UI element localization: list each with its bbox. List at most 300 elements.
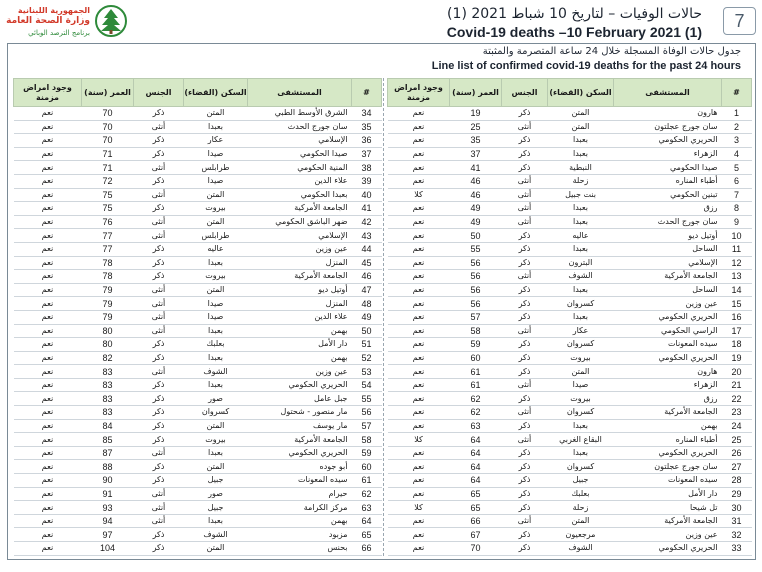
row-number-cell: 4 xyxy=(722,147,752,161)
hospital-cell: الزهراء xyxy=(614,147,722,161)
hospital-cell: هارون xyxy=(614,365,722,379)
chronic-cell: نعم xyxy=(14,392,82,406)
residence-cell: طرابلس xyxy=(184,229,248,243)
row-number-cell: 12 xyxy=(722,256,752,270)
residence-cell: بيروت xyxy=(184,433,248,447)
sex-cell: أنثى xyxy=(134,310,184,324)
chronic-cell: نعم xyxy=(388,134,450,148)
col-header-number: # xyxy=(352,79,382,107)
row-number-cell: 56 xyxy=(352,406,382,420)
hospital-cell: الحريري الحكومي xyxy=(614,310,722,324)
hospital-cell: بهمن xyxy=(614,419,722,433)
table-row xyxy=(14,487,382,501)
row-number-cell: 25 xyxy=(722,433,752,447)
hospital-cell: الجامعة الأمركية xyxy=(614,270,722,284)
residence-cell: عكار xyxy=(548,324,614,338)
sex-cell: ذكر xyxy=(502,419,548,433)
residence-cell: بعبدا xyxy=(184,120,248,134)
table-row xyxy=(14,392,382,406)
residence-cell: المتن xyxy=(184,215,248,229)
chronic-cell: نعم xyxy=(388,446,450,460)
residence-cell: بعبدا xyxy=(184,351,248,365)
col-header-sex: الجنس xyxy=(502,79,548,107)
age-cell: 25 xyxy=(450,120,502,134)
residence-cell: بعبدا xyxy=(548,215,614,229)
sex-cell: ذكر xyxy=(502,446,548,460)
table-row xyxy=(388,188,752,202)
table-row xyxy=(388,107,752,121)
row-number-cell: 2 xyxy=(722,120,752,134)
row-number-cell: 58 xyxy=(352,433,382,447)
chronic-cell: نعم xyxy=(388,283,450,297)
chronic-cell: نعم xyxy=(14,487,82,501)
col-header-hospital: المستشفى xyxy=(614,79,722,107)
chronic-cell: نعم xyxy=(388,107,450,121)
col-header-residence: السكن (القضاء) xyxy=(184,79,248,107)
residence-cell: المتن xyxy=(548,107,614,121)
residence-cell: بعبدا xyxy=(548,283,614,297)
sex-cell: أنثى xyxy=(502,215,548,229)
row-number-cell: 20 xyxy=(722,365,752,379)
chronic-cell: نعم xyxy=(14,542,82,556)
hospital-cell: الحريري الحكومي xyxy=(614,542,722,556)
sex-cell: ذكر xyxy=(134,392,184,406)
row-number-cell: 51 xyxy=(352,338,382,352)
residence-cell: بعبدا xyxy=(184,324,248,338)
hospital-cell: الإسلامي xyxy=(614,256,722,270)
age-cell: 61 xyxy=(450,365,502,379)
age-cell: 59 xyxy=(450,338,502,352)
residence-cell: صور xyxy=(184,392,248,406)
ministry-logo xyxy=(8,4,128,42)
table-row xyxy=(388,378,752,392)
age-cell: 77 xyxy=(82,242,134,256)
residence-cell: البقاع الغربي xyxy=(548,433,614,447)
age-cell: 35 xyxy=(450,134,502,148)
chronic-cell: نعم xyxy=(388,474,450,488)
sex-cell: ذكر xyxy=(502,283,548,297)
chronic-cell: نعم xyxy=(388,528,450,542)
residence-cell: كسروان xyxy=(548,460,614,474)
row-number-cell: 21 xyxy=(722,378,752,392)
hospital-cell: تل شيحا xyxy=(614,501,722,515)
age-cell: 91 xyxy=(82,487,134,501)
age-cell: 49 xyxy=(450,215,502,229)
logo-text-program: برنامج الترصد الوبائي xyxy=(28,29,90,37)
row-number-cell: 15 xyxy=(722,297,752,311)
chronic-cell: نعم xyxy=(388,202,450,216)
age-cell: 60 xyxy=(450,351,502,365)
subtitle-english: Line list of confirmed covid-19 deaths for the past 24 hours xyxy=(431,60,741,72)
table-row xyxy=(14,256,382,270)
chronic-cell: نعم xyxy=(388,310,450,324)
table-row xyxy=(388,174,752,188)
table-row xyxy=(388,229,752,243)
residence-cell: المتن xyxy=(184,283,248,297)
hospital-cell: عين وزين xyxy=(248,242,352,256)
hospital-cell: سيده المعونات xyxy=(614,474,722,488)
row-number-cell: 7 xyxy=(722,188,752,202)
chronic-cell: نعم xyxy=(388,256,450,270)
chronic-cell: نعم xyxy=(388,161,450,175)
residence-cell: بنت جبيل xyxy=(548,188,614,202)
sex-cell: أنثى xyxy=(134,229,184,243)
residence-cell: جبيل xyxy=(184,474,248,488)
sex-cell: ذكر xyxy=(502,161,548,175)
row-number-cell: 19 xyxy=(722,351,752,365)
col-header-age: العمر (سنة) xyxy=(82,79,134,107)
residence-cell: المتن xyxy=(184,419,248,433)
page-title-arabic: حالات الوفيات – لتاريخ 10 شباط 2021 (1) xyxy=(447,6,702,22)
deaths-list-panel xyxy=(7,43,756,560)
age-cell: 94 xyxy=(82,514,134,528)
sex-cell: ذكر xyxy=(134,419,184,433)
sex-cell: أنثى xyxy=(502,406,548,420)
sex-cell: ذكر xyxy=(134,134,184,148)
sex-cell: ذكر xyxy=(502,487,548,501)
hospital-cell: عين وزين xyxy=(248,365,352,379)
row-number-cell: 49 xyxy=(352,310,382,324)
row-number-cell: 53 xyxy=(352,365,382,379)
chronic-cell: نعم xyxy=(388,338,450,352)
row-number-cell: 35 xyxy=(352,120,382,134)
residence-cell: بعبدا xyxy=(548,310,614,324)
chronic-cell: نعم xyxy=(388,514,450,528)
age-cell: 88 xyxy=(82,460,134,474)
age-cell: 80 xyxy=(82,324,134,338)
deaths-table-right xyxy=(387,78,752,556)
chronic-cell: نعم xyxy=(14,460,82,474)
age-cell: 65 xyxy=(450,487,502,501)
residence-cell: صيدا xyxy=(184,147,248,161)
table-row xyxy=(14,270,382,284)
hospital-cell: الساحل xyxy=(614,242,722,256)
age-cell: 71 xyxy=(82,161,134,175)
hospital-cell: الحريري الحكومي xyxy=(614,134,722,148)
chronic-cell: نعم xyxy=(14,514,82,528)
table-header-row xyxy=(388,79,752,107)
col-header-hospital: المستشفى xyxy=(248,79,352,107)
hospital-cell: المنزل xyxy=(248,256,352,270)
table-row xyxy=(14,514,382,528)
table-row xyxy=(14,406,382,420)
row-number-cell: 6 xyxy=(722,174,752,188)
sex-cell: ذكر xyxy=(502,107,548,121)
hospital-cell: بهمن xyxy=(248,324,352,338)
residence-cell: زحلة xyxy=(548,174,614,188)
residence-cell: بعبدا xyxy=(184,514,248,528)
row-number-cell: 13 xyxy=(722,270,752,284)
hospital-cell: أوتيل ديو xyxy=(614,229,722,243)
hospital-cell: صيدا الحكومي xyxy=(614,161,722,175)
col-header-chronic: وجود امراض مزمنة xyxy=(14,79,82,107)
age-cell: 56 xyxy=(450,283,502,297)
chronic-cell: نعم xyxy=(14,242,82,256)
hospital-cell: سان جورج الحدث xyxy=(248,120,352,134)
sex-cell: أنثى xyxy=(134,161,184,175)
hospital-cell: الحريري الحكومي xyxy=(248,446,352,460)
row-number-cell: 60 xyxy=(352,460,382,474)
chronic-cell: نعم xyxy=(14,338,82,352)
age-cell: 79 xyxy=(82,283,134,297)
row-number-cell: 64 xyxy=(352,514,382,528)
residence-cell: بعبدا xyxy=(184,378,248,392)
chronic-cell: نعم xyxy=(388,365,450,379)
residence-cell: بعبدا xyxy=(548,446,614,460)
sex-cell: أنثى xyxy=(502,270,548,284)
sex-cell: ذكر xyxy=(134,460,184,474)
hospital-cell: ضهر الباشق الحكومي xyxy=(248,215,352,229)
sex-cell: أنثى xyxy=(134,215,184,229)
residence-cell: بعبدا xyxy=(548,202,614,216)
age-cell: 50 xyxy=(450,229,502,243)
hospital-cell: بهمن xyxy=(248,514,352,528)
residence-cell: بيروت xyxy=(548,351,614,365)
residence-cell: بعبدا xyxy=(548,242,614,256)
sex-cell: ذكر xyxy=(502,310,548,324)
table-row xyxy=(388,324,752,338)
table-row xyxy=(388,460,752,474)
table-row xyxy=(14,365,382,379)
residence-cell: صيدا xyxy=(548,378,614,392)
table-row xyxy=(14,419,382,433)
hospital-cell: دار الأمل xyxy=(248,338,352,352)
chronic-cell: نعم xyxy=(14,188,82,202)
residence-cell: بعلبك xyxy=(548,487,614,501)
residence-cell: صور xyxy=(184,487,248,501)
hospital-cell: هارون xyxy=(614,107,722,121)
chronic-cell: نعم xyxy=(388,542,450,556)
chronic-cell: نعم xyxy=(14,120,82,134)
chronic-cell: نعم xyxy=(14,501,82,515)
sex-cell: ذكر xyxy=(134,242,184,256)
chronic-cell: نعم xyxy=(14,446,82,460)
row-number-cell: 31 xyxy=(722,514,752,528)
age-cell: 65 xyxy=(450,501,502,515)
age-cell: 55 xyxy=(450,242,502,256)
hospital-cell: صيدا الحكومي xyxy=(248,147,352,161)
chronic-cell: نعم xyxy=(388,215,450,229)
table-row xyxy=(14,242,382,256)
age-cell: 63 xyxy=(450,419,502,433)
age-cell: 70 xyxy=(82,120,134,134)
age-cell: 66 xyxy=(450,514,502,528)
sex-cell: أنثى xyxy=(502,433,548,447)
hospital-cell: عين وزين xyxy=(614,528,722,542)
residence-cell: كسروان xyxy=(548,338,614,352)
sex-cell: أنثى xyxy=(502,188,548,202)
table-row xyxy=(388,215,752,229)
row-number-cell: 46 xyxy=(352,270,382,284)
sex-cell: ذكر xyxy=(134,433,184,447)
chronic-cell: نعم xyxy=(14,202,82,216)
table-row xyxy=(388,147,752,161)
residence-cell: المتن xyxy=(548,365,614,379)
page-number: 7 xyxy=(723,7,756,35)
hospital-cell: أبو جوده xyxy=(248,460,352,474)
row-number-cell: 47 xyxy=(352,283,382,297)
table-row xyxy=(14,528,382,542)
chronic-cell: نعم xyxy=(14,297,82,311)
age-cell: 46 xyxy=(450,174,502,188)
hospital-cell: عين وزين xyxy=(614,297,722,311)
sex-cell: ذكر xyxy=(134,338,184,352)
sex-cell: أنثى xyxy=(134,501,184,515)
hospital-cell: الجامعة الأمركية xyxy=(248,202,352,216)
residence-cell: الشوف xyxy=(184,528,248,542)
table-row xyxy=(14,215,382,229)
residence-cell: المتن xyxy=(184,460,248,474)
residence-cell: عكار xyxy=(184,134,248,148)
table-row xyxy=(14,446,382,460)
sex-cell: أنثى xyxy=(502,120,548,134)
age-cell: 70 xyxy=(82,134,134,148)
table-row xyxy=(388,256,752,270)
hospital-cell: مركز الكرامة xyxy=(248,501,352,515)
residence-cell: طرابلس xyxy=(184,161,248,175)
row-number-cell: 3 xyxy=(722,134,752,148)
chronic-cell: نعم xyxy=(388,487,450,501)
chronic-cell: نعم xyxy=(14,419,82,433)
hospital-cell: جبل عامل xyxy=(248,392,352,406)
hospital-cell: أطباء المناره xyxy=(614,433,722,447)
chronic-cell: نعم xyxy=(14,270,82,284)
table-row xyxy=(14,324,382,338)
age-cell: 83 xyxy=(82,392,134,406)
chronic-cell: نعم xyxy=(14,310,82,324)
row-number-cell: 54 xyxy=(352,378,382,392)
hospital-cell: الراسي الحكومي xyxy=(614,324,722,338)
row-number-cell: 57 xyxy=(352,419,382,433)
age-cell: 58 xyxy=(450,324,502,338)
hospital-cell: الساحل xyxy=(614,283,722,297)
age-cell: 56 xyxy=(450,256,502,270)
sex-cell: ذكر xyxy=(502,338,548,352)
age-cell: 64 xyxy=(450,474,502,488)
sex-cell: ذكر xyxy=(134,406,184,420)
row-number-cell: 37 xyxy=(352,147,382,161)
table-row xyxy=(14,460,382,474)
table-row xyxy=(388,406,752,420)
table-row xyxy=(14,188,382,202)
residence-cell: جبيل xyxy=(548,474,614,488)
row-number-cell: 36 xyxy=(352,134,382,148)
sex-cell: ذكر xyxy=(502,256,548,270)
age-cell: 70 xyxy=(450,542,502,556)
row-number-cell: 61 xyxy=(352,474,382,488)
residence-cell: بيروت xyxy=(184,202,248,216)
hospital-cell: الإسلامي xyxy=(248,229,352,243)
sex-cell: ذكر xyxy=(502,542,548,556)
residence-cell: المتن xyxy=(184,107,248,121)
residence-cell: كسروان xyxy=(184,406,248,420)
sex-cell: ذكر xyxy=(134,378,184,392)
sex-cell: ذكر xyxy=(134,270,184,284)
row-number-cell: 48 xyxy=(352,297,382,311)
hospital-cell: الحريري الحكومي xyxy=(248,378,352,392)
age-cell: 70 xyxy=(82,107,134,121)
table-row xyxy=(14,120,382,134)
residence-cell: بعلبك xyxy=(184,338,248,352)
chronic-cell: نعم xyxy=(14,351,82,365)
hospital-cell: الإسلامي xyxy=(248,134,352,148)
residence-cell: صيدا xyxy=(184,297,248,311)
hospital-cell: رزق xyxy=(614,392,722,406)
table-row xyxy=(388,134,752,148)
hospital-cell: سيده المعونات xyxy=(614,338,722,352)
row-number-cell: 45 xyxy=(352,256,382,270)
sex-cell: أنثى xyxy=(502,514,548,528)
residence-cell: الشوف xyxy=(548,542,614,556)
row-number-cell: 39 xyxy=(352,174,382,188)
row-number-cell: 24 xyxy=(722,419,752,433)
age-cell: 67 xyxy=(450,528,502,542)
row-number-cell: 55 xyxy=(352,392,382,406)
row-number-cell: 42 xyxy=(352,215,382,229)
sex-cell: ذكر xyxy=(134,542,184,556)
age-cell: 104 xyxy=(82,542,134,556)
row-number-cell: 9 xyxy=(722,215,752,229)
hospital-cell: الشرق الأوسط الطبي xyxy=(248,107,352,121)
table-row xyxy=(14,351,382,365)
hospital-cell: مار منصور - شحتول xyxy=(248,406,352,420)
age-cell: 80 xyxy=(82,338,134,352)
chronic-cell: نعم xyxy=(14,378,82,392)
hospital-cell: الجامعة الأمركية xyxy=(614,406,722,420)
chronic-cell: نعم xyxy=(14,324,82,338)
table-row xyxy=(388,351,752,365)
hospital-cell: الزهراء xyxy=(614,378,722,392)
row-number-cell: 26 xyxy=(722,446,752,460)
residence-cell: المتن xyxy=(548,120,614,134)
chronic-cell: نعم xyxy=(14,528,82,542)
chronic-cell: نعم xyxy=(388,460,450,474)
row-number-cell: 62 xyxy=(352,487,382,501)
age-cell: 71 xyxy=(82,147,134,161)
sex-cell: أنثى xyxy=(134,297,184,311)
sex-cell: ذكر xyxy=(502,460,548,474)
table-row xyxy=(388,297,752,311)
sex-cell: ذكر xyxy=(502,297,548,311)
row-number-cell: 27 xyxy=(722,460,752,474)
chronic-cell: نعم xyxy=(14,215,82,229)
sex-cell: ذكر xyxy=(134,107,184,121)
residence-cell: بعبدا xyxy=(548,134,614,148)
age-cell: 83 xyxy=(82,378,134,392)
row-number-cell: 66 xyxy=(352,542,382,556)
age-cell: 61 xyxy=(450,378,502,392)
subtitle-arabic: جدول حالات الوفاة المسجلة خلال 24 ساعة المتصرمة والمثبتة xyxy=(482,46,741,57)
sex-cell: ذكر xyxy=(502,474,548,488)
hospital-cell: مزبود xyxy=(248,528,352,542)
chronic-cell: كلا xyxy=(388,188,450,202)
age-cell: 49 xyxy=(450,202,502,216)
hospital-cell: بحنس xyxy=(248,542,352,556)
age-cell: 62 xyxy=(450,406,502,420)
table-row xyxy=(388,392,752,406)
sex-cell: ذكر xyxy=(502,392,548,406)
table-row xyxy=(14,161,382,175)
age-cell: 83 xyxy=(82,406,134,420)
chronic-cell: نعم xyxy=(388,242,450,256)
table-row xyxy=(14,174,382,188)
row-number-cell: 65 xyxy=(352,528,382,542)
sex-cell: ذكر xyxy=(502,365,548,379)
hospital-cell: سان جورج عجلتون xyxy=(614,460,722,474)
table-row xyxy=(388,310,752,324)
sex-cell: أنثى xyxy=(502,174,548,188)
sex-cell: أنثى xyxy=(502,378,548,392)
